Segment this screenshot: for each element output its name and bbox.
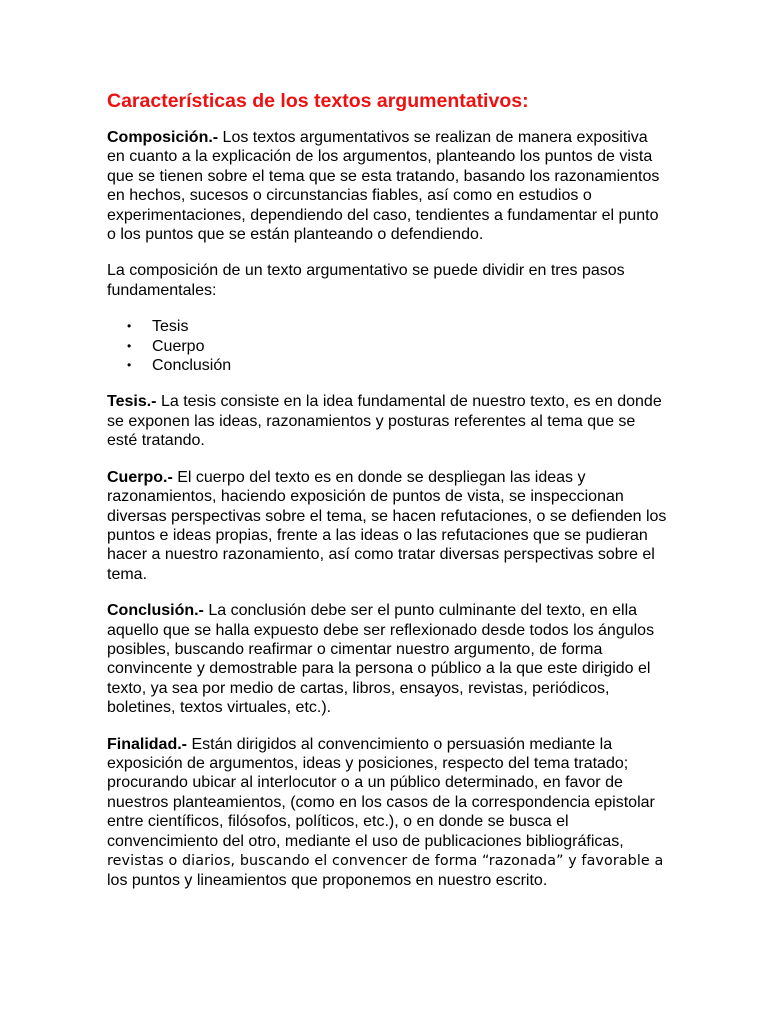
bullet-icon: • — [127, 358, 132, 373]
step-label-cuerpo: Cuerpo — [152, 337, 205, 355]
document-title: Características de los textos argumentativos: — [107, 90, 529, 112]
step-label-tesis: Tesis — [152, 318, 189, 336]
steps-list — [107, 317, 667, 375]
text-finalidad: Están dirigidos al convencimiento o persuasión mediante la exposición de argumentos, ideas y posiciones, respecto del tema tratado; procurando ubicar al interlocutor o a un público determinado, en favor de nuestros planteamientos, (como en los casos de la correspondencia epistolar entre científicos, filósofos, políticos, etc.), o en donde se busca el convencimiento del otro, mediante el uso de publicaciones bibliográficas, — [107, 735, 655, 850]
paragraph-division-intro: La composición de un texto argumentativo se puede dividir en tres pasos fundamentales: — [107, 262, 625, 299]
paragraph-cuerpo — [107, 468, 667, 584]
list-item — [127, 317, 667, 336]
step-label-conclusion: Conclusión — [152, 357, 232, 375]
paragraph-tesis — [107, 392, 667, 450]
list-item — [127, 337, 667, 356]
text-finalidad-alt: revistas o diarios, buscando el convencer de forma “razonada” y favorable a — [107, 853, 664, 869]
text-finalidad-end: los puntos y lineamientos que proponemos en nuestro escrito. — [107, 872, 548, 890]
text-composicion: Los textos argumentativos se realizan de manera expositiva en cuanto a la explicación de los argumentos, planteando los puntos de vista que se tienen sobre el tema que se esta tratando, basando los razonamientos en hechos, sucesos o circunstancias fiables, así como en estudios o experimentaciones, dependiendo del caso, tendientes a fundamentar el punto o los puntos que se están planteando o defendiendo. — [107, 129, 660, 244]
document-page — [107, 88, 667, 908]
bullet-icon: • — [127, 338, 132, 353]
list-item — [127, 356, 667, 375]
term-finalidad: Finalidad.- — [107, 735, 187, 753]
paragraph-conclusion — [107, 601, 667, 717]
paragraph-composicion — [107, 128, 667, 244]
term-tesis: Tesis.- — [107, 393, 157, 411]
text-conclusion: La conclusión debe ser el punto culminante del texto, en ella aquello que se halla expuesto debe ser reflexionado desde todos los ángulos posibles, buscando reafirmar o cimentar nuestro argumento, de forma convincente y demostrable para la persona o público a la que este dirigido el texto, ya sea por medio de cartas, libros, ensayos, revistas, periódicos, boletines, textos virtuales, etc.). — [107, 602, 655, 717]
term-cuerpo: Cuerpo.- — [107, 468, 173, 486]
text-tesis: La tesis consiste en la idea fundamental de nuestro texto, es en donde se exponen las ideas, razonamientos y posturas referentes al tema que se esté tratando. — [107, 393, 662, 450]
bullet-icon: • — [127, 319, 132, 334]
term-composicion: Composición.- — [107, 129, 219, 146]
paragraph-finalidad — [107, 735, 667, 891]
text-cuerpo: El cuerpo del texto es en donde se despliegan las ideas y razonamientos, haciendo exposición de puntos de vista, se inspeccionan diversas perspectivas sobre el tema, se hacen refutaciones, o se defienden los puntos e ideas propias, frente a las ideas o las refutaciones que se pudieran hacer a nuestro razonamiento, así como tratar diversas perspectivas sobre el tema. — [107, 468, 667, 583]
term-conclusion: Conclusión.- — [107, 602, 204, 620]
